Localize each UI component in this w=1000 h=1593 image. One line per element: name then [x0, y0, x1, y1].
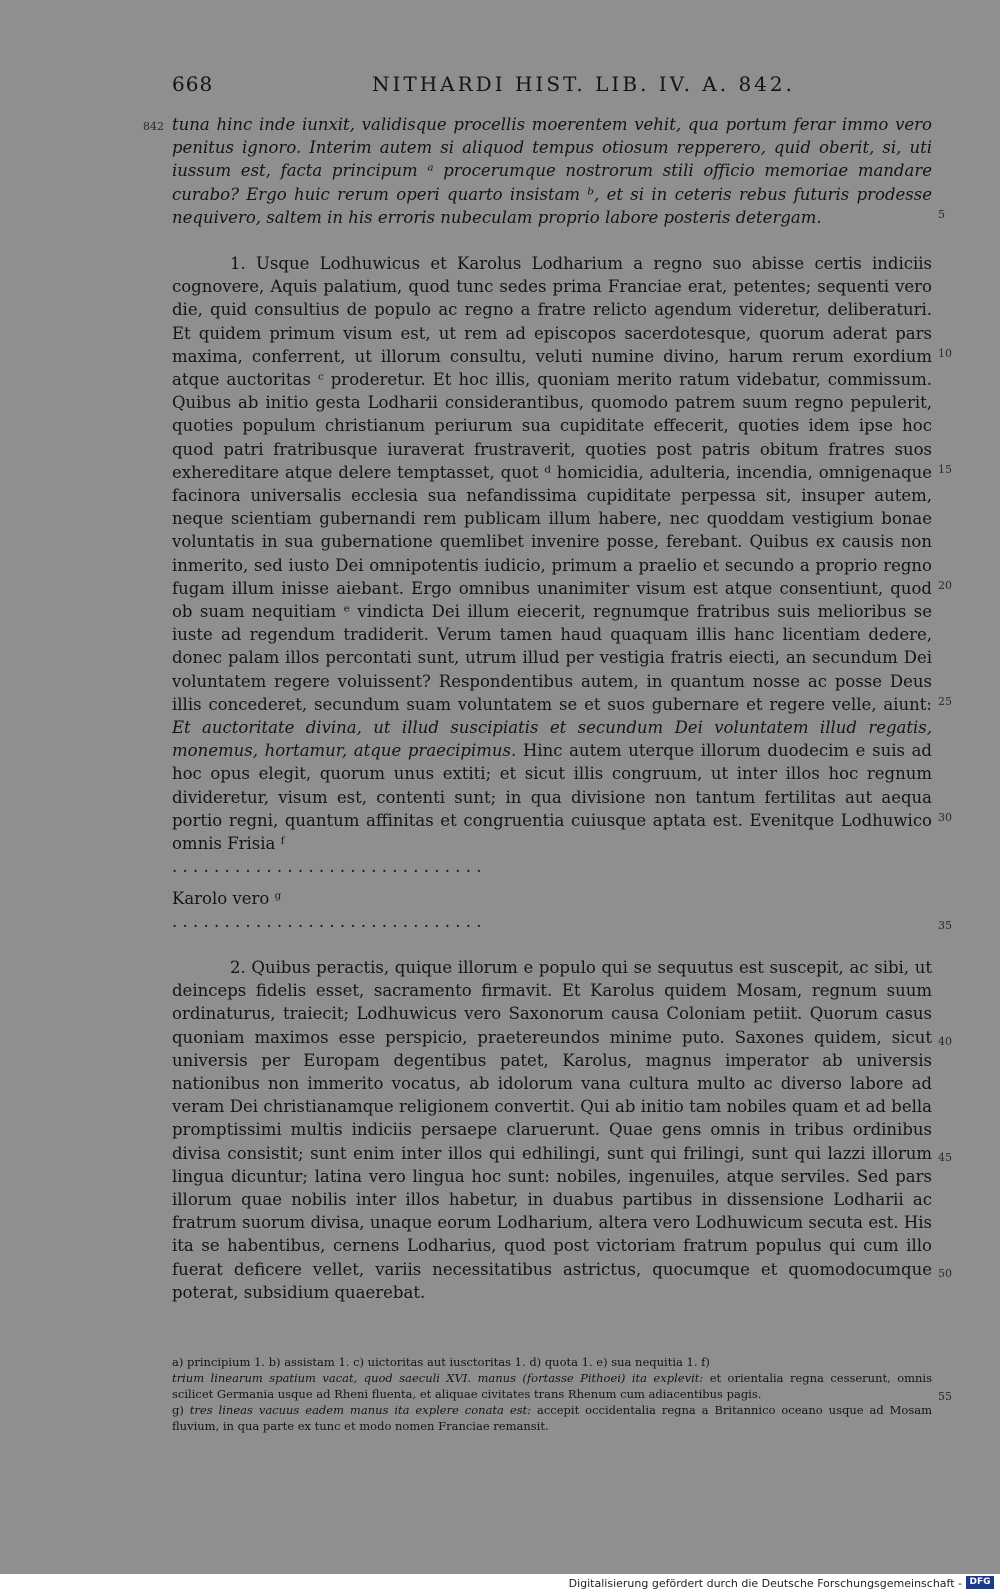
line-number: 20	[938, 579, 952, 592]
main-text	[172, 113, 932, 1304]
footnote-g-text: accepit occidentalia regna a Britannico oceano usque ad Mosam fluvium, in qua parte ex tunc et modo nomen Franciae remansit.	[172, 1403, 932, 1433]
section-1-text-b: Hinc autem uterque illorum duodecim e suis ad hoc opus elegit, quorum unus extiti; et sicut illis congruum, ut inter illos hoc regnum divideretur, visum est, contenti sunt; in qua divisione non tantum fertilitas aut aequa portio regni, quantum affinitas et congruentia cuiusque aptata est. Evenitque Lodhuwico omnis Frisia ᶠ	[172, 741, 932, 854]
footnote-g-label: g)	[172, 1403, 184, 1417]
margin-year: 842	[143, 120, 164, 133]
line-number: 10	[938, 347, 952, 360]
line-number: 15	[938, 463, 952, 476]
line-number: 55	[938, 1390, 952, 1403]
section-1-italic-quote: Et auctoritate divina, ut illud suscipiatis et secundum Dei voluntatem illud regatis, monemus, hortamur, atque praecipimus.	[172, 718, 932, 761]
lacuna-dots-1: . . . . . . . . . . . . . . . . . . . . . . . . . . . . . .	[172, 857, 482, 877]
footnote-line-2	[172, 1370, 932, 1402]
section-1-paragraph	[172, 252, 932, 855]
lacuna-dots-2: . . . . . . . . . . . . . . . . . . . . . . . . . . . . . .	[172, 911, 482, 931]
line-number: 25	[938, 695, 952, 708]
footnotes	[172, 1354, 932, 1434]
section-2-paragraph: 2. Quibus peractis, quique illorum e populo qui se sequutus est suscepit, ac sibi, ut deinceps fidelis esset, sacramento firmavit. Et Karolus quidem Mosam, regnum suum ordinaturus, traiecit; Lodhuwicus vero Saxonorum causa Coloniam petiit. Quorum casus quoniam maximos esse perspicio, praetereundos minime puto. Saxones quidem, sicut universis per Europam degentibus patet, Karolus, magnus imperator ab universis nationibus non immerito vocatus, ab idolorum vana cultura multo ac diverso labore ad veram Dei christianamque religionem convertit. Qui ab initio tam nobiles quam et ad bella promptissimi multis indiciis persaepe claruerunt. Quae gens omnis in tribus ordinibus divisa consistit; sunt enim inter illos qui edhilingi, sunt qui frilingi, sunt qui lazzi illorum lingua dicuntur; latina vero lingua hoc sunt: nobiles, ingenuiles, atque serviles. Sed pars illorum quae nobilis inter illos habetur, in duabus partibus in dissensione Lodharii ac fratrum suorum divisa, unaque eorum Lodharium, altera vero Lodhuwicum secuta est. His ita se habentibus, cernens Lodharius, quod post victoriam fratrum populus qui cum illo fuerat deficere vellet, variis necessitatibus astrictus, quocumque et quomodocumque poterat, subsidium quaerebat.	[172, 957, 932, 1302]
line-number: 5	[938, 208, 945, 221]
running-title: NITHARDI HIST. LIB. IV. A. 842.	[372, 72, 795, 96]
karolo-vero-text: Karolo vero ᵍ	[172, 888, 282, 908]
intro-paragraph: tuna hinc inde iunxit, validisque procellis moerentem vehit, qua portum ferar immo vero penitus ignoro. Interim autem si aliquod tempus otiosum repperero, quid oberit, si, uti iussum est, facta principum ᵃ procerumque nostrorum stili officio memoriae mandare curabo? Ergo huic rerum operi quarto insistam ᵇ, et si in ceteris rebus futuris prodesse nequivero, saltem in his erroris nubeculam proprio labore posteris detergam.	[172, 115, 932, 227]
footnote-line-1: a) principium 1. b) assistam 1. c) uictoritas aut iusctoritas 1. d) quota 1. e) sua nequitia 1. f)	[172, 1355, 710, 1369]
line-number: 30	[938, 811, 952, 824]
dfg-logo-icon[interactable]: DFG	[966, 1576, 994, 1589]
page-number: 668	[172, 72, 214, 96]
line-number: 40	[938, 1035, 952, 1048]
footnote-f-italic: trium linearum spatium vacat, quod saeculi XVI. manus (fortasse Pithoei) ita explevit:	[172, 1371, 704, 1385]
footnote-g-italic: tres lineas vacuus eadem manus ita explere conata est:	[189, 1403, 532, 1417]
footnote-f-text: et orientalia regna cesserunt, omnis scilicet Germania usque ad Rheni fluenta, et aliquae civitates trans Rhenum cum adiacentibus pagis.	[172, 1371, 933, 1401]
section-1-text-a: 1. Usque Lodhuwicus et Karolus Lodharium a regno suo abisse certis indiciis cognovere, Aquis palatium, quod tunc sedes prima Franciae erat, petentes; sequenti vero die, quid consultius de populo ac regno a fratre relicto agendum videretur, deliberaturi. Et quidem primum visum est, ut rem ad episcopos sacerdotesque, quorum aderat pars maxima, conferrent, ut illorum consultu, veluti numine divino, harum rerum exordium atque auctoritas ᶜ proderetur. Et hoc illis, quoniam merito ratum videbatur, commissum. Quibus ab initio gesta Lodharii considerantibus, quomodo patrem suum regno pepulerit, quoties populum christianum periurum sua cupiditate effecerit, quoties idem ipse hoc quod patri fratribusque iuraverat frustraverit, quoties post patris obitum fratres suos exhereditare atque delere temptasset, quot ᵈ homicidia, adulteria, incendia, omnigenaque facinora universalis ecclesia sua nefandissima cupiditate perpessa sit, insuper autem, neque scientiam gubernandi rem publicam illum habere, nec quoddam vestigium bonae voluntatis in sua gubernatione quemlibet invenire posse, ferebant. Quibus ex causis non inmerito, sed iusto Dei omnipotentis iudicio, primum a praelio et secundo a proprio regno fugam illum inisse aiebant. Ergo omnibus unanimiter visum est atque consentiunt, quod ob suam nequitiam ᵉ vindicta Dei illum eiecerit, regnumque fratribus suis melioribus se iuste ad regendum tradiderit. Verum tamen haud quaquam illis hanc licentiam dedere, donec palam illos percontati sunt, utrum illud per vestigia fratris eiecti, an secundum Dei voluntatem regere voluissent? Respondentibus autem, in quantum nosse ac posse Deus illis concederet, secundum suam voluntatem se et suos gubernare et regere velle, aiunt:	[172, 254, 932, 714]
line-number: 50	[938, 1267, 952, 1280]
footnote-line-3	[172, 1402, 932, 1434]
line-number: 45	[938, 1151, 952, 1164]
digitization-credit: Digitalisierung gefördert durch die Deutsche Forschungsgemeinschaft -	[568, 1577, 962, 1590]
line-number: 35	[938, 919, 952, 932]
karolo-vero-line	[172, 887, 932, 910]
